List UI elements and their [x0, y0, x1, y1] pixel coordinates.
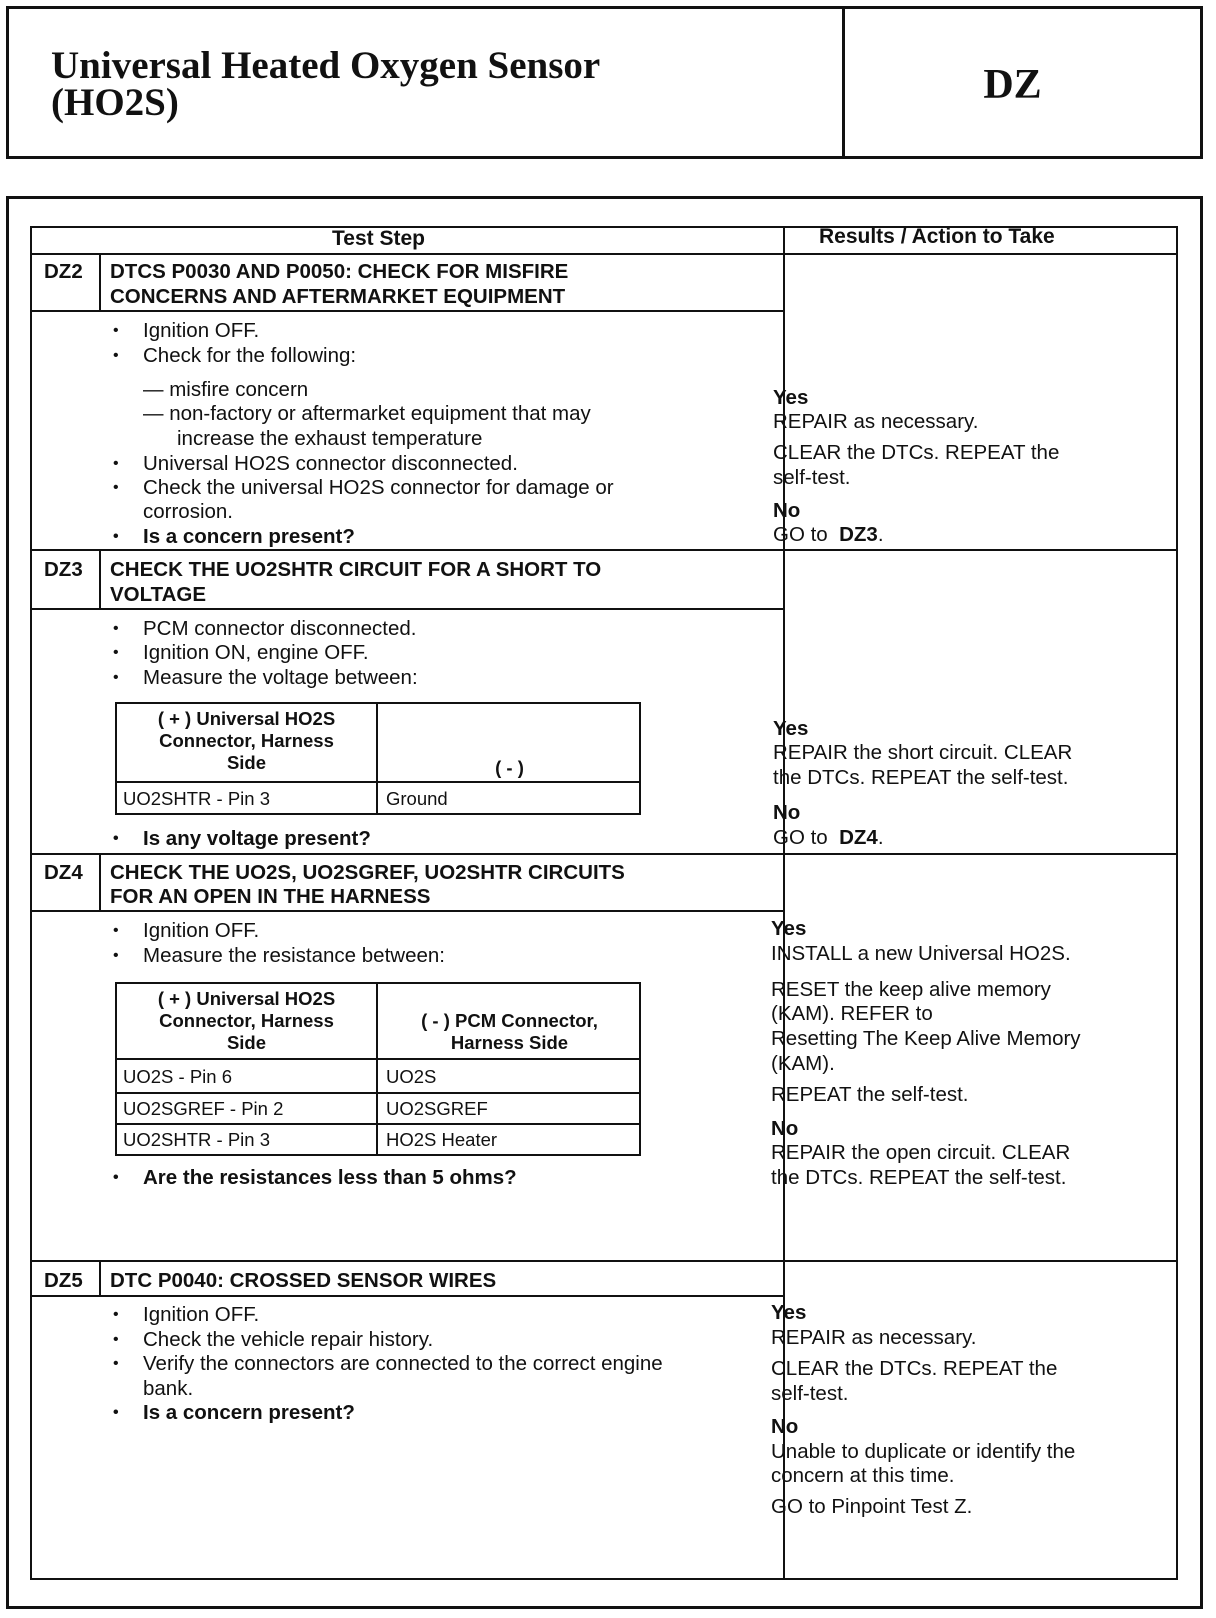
- step-title-line: DTC P0040: CROSSED SENSOR WIRES: [110, 1269, 497, 1292]
- yes-action: (KAM). REFER to: [771, 1002, 933, 1025]
- step-id-divider: [99, 1261, 101, 1296]
- measurement-table: [115, 982, 641, 1156]
- table-border-left: [30, 226, 32, 1580]
- step-title-divider: [30, 310, 785, 312]
- step-id: DZ4: [44, 861, 83, 884]
- no-action-suffix: .: [877, 826, 884, 849]
- yes-action: INSTALL a new Universal HO2S.: [771, 942, 1071, 965]
- no-action: concern at this time.: [771, 1464, 955, 1487]
- step-id: DZ5: [44, 1269, 83, 1292]
- instruction-continuation: bank.: [143, 1377, 194, 1400]
- col-header-results: Results / Action to Take: [819, 225, 1055, 248]
- yes-action: REPAIR the short circuit. CLEAR: [773, 741, 1073, 764]
- yes-action: the DTCs. REPEAT the self-test.: [773, 766, 1069, 789]
- measurement-cell-minus: UO2SGREF: [386, 1098, 488, 1119]
- measurement-cell-plus: UO2SHTR - Pin 3: [123, 1129, 271, 1150]
- step-title-divider: [30, 910, 785, 912]
- instruction-bullet: • Measure the resistance between:: [143, 943, 445, 968]
- instruction-bullet: • Ignition ON, engine OFF.: [143, 640, 369, 665]
- yes-action: Resetting The Keep Alive Memory: [771, 1027, 1081, 1050]
- instruction-bullet: • Universal HO2S connector disconnected.: [143, 451, 518, 476]
- sub-item: — misfire concern: [143, 378, 309, 401]
- goto-step-link: DZ4: [839, 826, 878, 849]
- measurement-header-line: Harness Side: [450, 1032, 569, 1053]
- col-header-test-step: Test Step: [332, 227, 425, 250]
- yes-action: CLEAR the DTCs. REPEAT the: [771, 1357, 1058, 1380]
- measurement-table-divider: [117, 781, 639, 783]
- question-bullet: • Is a concern present?: [143, 524, 355, 549]
- no-action-suffix: .: [877, 523, 884, 546]
- measurement-table-divider: [117, 1123, 639, 1125]
- table-border-right: [1176, 226, 1178, 1580]
- no-action: Unable to duplicate or identify the: [771, 1440, 1076, 1463]
- sub-item: — non-factory or aftermarket equipment that may: [143, 402, 591, 425]
- measurement-header-line: Side: [226, 752, 267, 773]
- measurement-table: [115, 702, 641, 815]
- measurement-table-divider: [117, 1092, 639, 1094]
- step-divider: [30, 1260, 1178, 1262]
- yes-action: CLEAR the DTCs. REPEAT the: [773, 441, 1060, 464]
- page-title-line-2: (HO2S): [51, 81, 179, 124]
- instruction-bullet: • Ignition OFF.: [143, 918, 259, 943]
- no-action: the DTCs. REPEAT the self-test.: [771, 1166, 1067, 1189]
- no-action: [773, 522, 884, 547]
- no-action-prefix: GO to: [773, 523, 828, 546]
- measurement-header-plus: [117, 988, 376, 1054]
- yes-action: self-test.: [771, 1382, 849, 1405]
- instruction-bullet: • Check for the following:: [143, 343, 356, 368]
- yes-action: REPAIR as necessary.: [773, 410, 979, 433]
- instruction-continuation: corrosion.: [143, 500, 234, 523]
- step-id-divider: [99, 550, 101, 609]
- yes-action: REPAIR as necessary.: [771, 1326, 977, 1349]
- step-title-line: CHECK THE UO2S, UO2SGREF, UO2SHTR CIRCUITS: [110, 861, 625, 884]
- measurement-header-line: Connector, Harness: [159, 1010, 334, 1031]
- measurement-cell-minus: UO2S: [386, 1066, 437, 1087]
- step-title-divider: [30, 608, 785, 610]
- instruction-bullet: • Verify the connectors are connected to the correct engine: [143, 1351, 663, 1376]
- no-label: No: [771, 1117, 799, 1140]
- yes-label: Yes: [771, 1301, 807, 1324]
- measurement-header-line: Side: [226, 1032, 267, 1053]
- goto-step-link: DZ3: [839, 523, 878, 546]
- measurement-header-line: ( + ) Universal HO2S: [157, 708, 336, 729]
- measurement-header-minus: ( - ): [495, 757, 524, 778]
- step-id-divider: [99, 254, 101, 311]
- yes-action: REPEAT the self-test.: [771, 1083, 969, 1106]
- instruction-bullet: • Measure the voltage between:: [143, 665, 418, 690]
- yes-label: Yes: [771, 917, 807, 940]
- step-title-line: DTCS P0030 AND P0050: CHECK FOR MISFIRE: [110, 260, 569, 283]
- step-title-line: CHECK THE UO2SHTR CIRCUIT FOR A SHORT TO: [110, 558, 602, 581]
- measurement-cell-minus: HO2S Heater: [386, 1129, 498, 1150]
- no-action: REPAIR the open circuit. CLEAR: [771, 1141, 1071, 1164]
- yes-label: Yes: [773, 386, 809, 409]
- question-bullet: • Are the resistances less than 5 ohms?: [143, 1165, 517, 1190]
- header-divider: [30, 253, 1178, 255]
- step-divider: [30, 853, 1178, 855]
- instruction-bullet: • Ignition OFF.: [143, 1302, 259, 1327]
- step-divider: [30, 549, 1178, 551]
- measurement-cell-plus: UO2SHTR - Pin 3: [123, 788, 271, 809]
- no-action: [773, 825, 884, 850]
- step-title-divider: [30, 1295, 785, 1297]
- no-label: No: [771, 1415, 799, 1438]
- measurement-table-divider: [117, 1058, 639, 1060]
- no-label: No: [773, 499, 801, 522]
- measurement-header-line: ( + ) Universal HO2S: [157, 988, 336, 1009]
- yes-label: Yes: [773, 717, 809, 740]
- yes-action: RESET the keep alive memory: [771, 978, 1051, 1001]
- no-action: GO to Pinpoint Test Z.: [771, 1495, 973, 1518]
- sub-item-continuation: increase the exhaust temperature: [177, 427, 483, 450]
- measurement-header-plus: [117, 708, 376, 774]
- section-code: DZ: [983, 61, 1042, 108]
- question-bullet: • Is a concern present?: [143, 1400, 355, 1425]
- measurement-header-line: ( - ) PCM Connector,: [421, 1010, 598, 1031]
- no-action-prefix: GO to: [773, 826, 828, 849]
- page-header: [6, 6, 1203, 159]
- page-title-line-1: Universal Heated Oxygen Sensor: [51, 44, 601, 87]
- step-title-line: VOLTAGE: [110, 583, 207, 606]
- page-title: [9, 9, 845, 156]
- measurement-header-line: Connector, Harness: [159, 730, 334, 751]
- step-title-line: FOR AN OPEN IN THE HARNESS: [110, 885, 431, 908]
- yes-action: self-test.: [773, 466, 851, 489]
- step-id: DZ2: [44, 260, 83, 283]
- instruction-bullet: • Check the universal HO2S connector for damage or: [143, 475, 614, 500]
- measurement-cell-minus: Ground: [386, 788, 448, 809]
- step-id: DZ3: [44, 558, 83, 581]
- measurement-cell-plus: UO2SGREF - Pin 2: [123, 1098, 284, 1119]
- instruction-bullet: • PCM connector disconnected.: [143, 616, 416, 641]
- question-bullet: • Is any voltage present?: [143, 826, 371, 851]
- table-border-bottom: [30, 1578, 1178, 1580]
- instruction-bullet: • Check the vehicle repair history.: [143, 1327, 433, 1352]
- step-id-divider: [99, 854, 101, 911]
- yes-action: (KAM).: [771, 1052, 835, 1075]
- measurement-header-minus: [378, 1010, 641, 1054]
- measurement-cell-plus: UO2S - Pin 6: [123, 1066, 232, 1087]
- instruction-bullet: • Ignition OFF.: [143, 318, 259, 343]
- no-label: No: [773, 801, 801, 824]
- step-title-line: CONCERNS AND AFTERMARKET EQUIPMENT: [110, 285, 566, 308]
